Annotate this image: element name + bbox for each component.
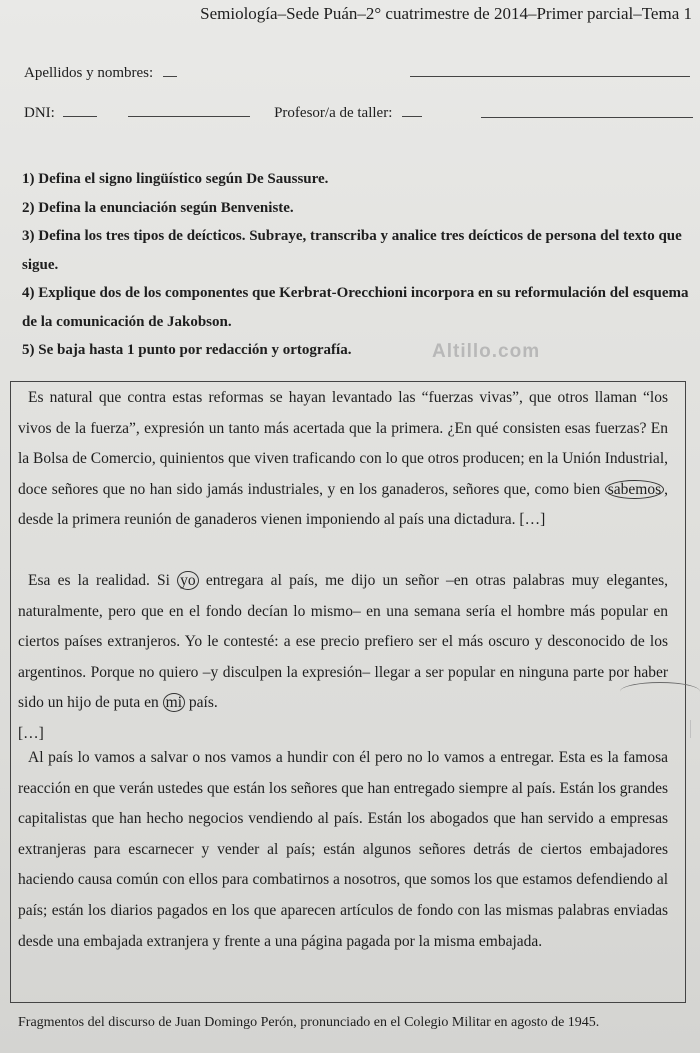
exam-title: Semiología–Sede Puán–2° cuatrimestre de 2014–Primer parcial–Tema 1 xyxy=(200,4,692,23)
dni-field-row xyxy=(24,105,422,122)
margin-pencil-mark xyxy=(690,720,691,738)
name-field-row xyxy=(24,65,177,82)
question-item: 1) Defina el signo lingüístico según De Saussure. xyxy=(22,171,329,187)
teacher-short-line[interactable] xyxy=(402,116,422,117)
name-short-line xyxy=(163,76,177,77)
question-item: 5) Se baja hasta 1 punto por redacción y ortografía. xyxy=(22,342,352,358)
teacher-label: Profesor/a de taller: xyxy=(274,105,393,121)
speech-paragraph-3: Al país lo vamos a salvar o nos vamos a hundir con él pero no lo vamos a entregar. Esta es la famosa reacción en que verán ustedes que están los señores que han entregado siempre al país. Están los grandes capitalistas que han hecho negocios vendiendo al país. Están los abogados que han servido a empresas extranjeras para escarnecer y vender al país; están algunos señores detrás de ciertos embajadores haciendo causa común con ellos para combatirnos a nosotros, que somos los que estamos defendiendo al país; están los diarios pagados en los que aparecen artículos de fondo con las mismas palabras enviadas desde una embajada extranjera y frente a una página pagada por la misma embajada. xyxy=(18,749,668,950)
ellipsis-mark: […] xyxy=(18,724,44,742)
speech-paragraph-2: Esa es la realidad. Si yo entregara al país, me dijo un señor –en otras palabras muy elegantes, naturalmente, pero que en el fondo decían lo mismo– en una semana sería el hombre más popular en ciertos países extranjeros. Yo le contesté: a ese precio prefiero ser el más oscuro y desconocido de los argentinos. Porque no quiero –y disculpen la expresión– llegar a ser popular en ninguna parte por haber sido un hijo de puta en mi país. […] xyxy=(18,572,668,742)
question-item: 2) Defina la enunciación según Benveniste. xyxy=(22,199,294,216)
speech-paragraph-1: Es natural que contra estas reformas se hayan levantado las “fuerzas vivas”, que otros llaman “los vivos de la fuerza”, expresión un tanto más acertada que la primera. ¿En qué consisten esas fuerzas? En la Bolsa de Comercio, quinientos que viven traficando con lo que otros producen; en la Unión Industrial, doce señores que no han sido jamás industriales, y en los ganaderos, señores que, como bien sabemos , desde la primera reunión de ganaderos vienen imponiendo al país una dictadura. […] xyxy=(18,389,668,529)
questions-list xyxy=(22,165,694,365)
teacher-blank-line[interactable] xyxy=(481,117,693,118)
dni-blank-line[interactable] xyxy=(128,116,250,117)
circled-word-mi: mi xyxy=(163,693,185,712)
question-item: 4) Explique dos de los componentes que Kerbrat-Orecchioni incorpora en su reformulación del esquema de la comunicación de Jakobson. xyxy=(22,285,689,330)
dni-label: DNI: xyxy=(24,105,55,121)
dni-short-line[interactable] xyxy=(63,116,97,117)
circled-word-sabemos: sabemos xyxy=(605,480,664,499)
circled-word-yo: yo xyxy=(177,571,199,590)
pen-stroke-mark xyxy=(620,682,700,701)
question-item: 3) Defina los tres tipos de deícticos. Subraye, transcriba y analice tres deícticos de persona del texto que sigue. xyxy=(22,228,682,273)
name-label: Apellidos y nombres: xyxy=(24,65,154,81)
source-caption: Fragmentos del discurso de Juan Domingo Perón, pronunciado en el Colegio Militar en agosto de 1945. xyxy=(18,1015,600,1030)
name-blank-line[interactable] xyxy=(410,76,690,77)
watermark-logo: Altillo.com xyxy=(432,341,541,362)
